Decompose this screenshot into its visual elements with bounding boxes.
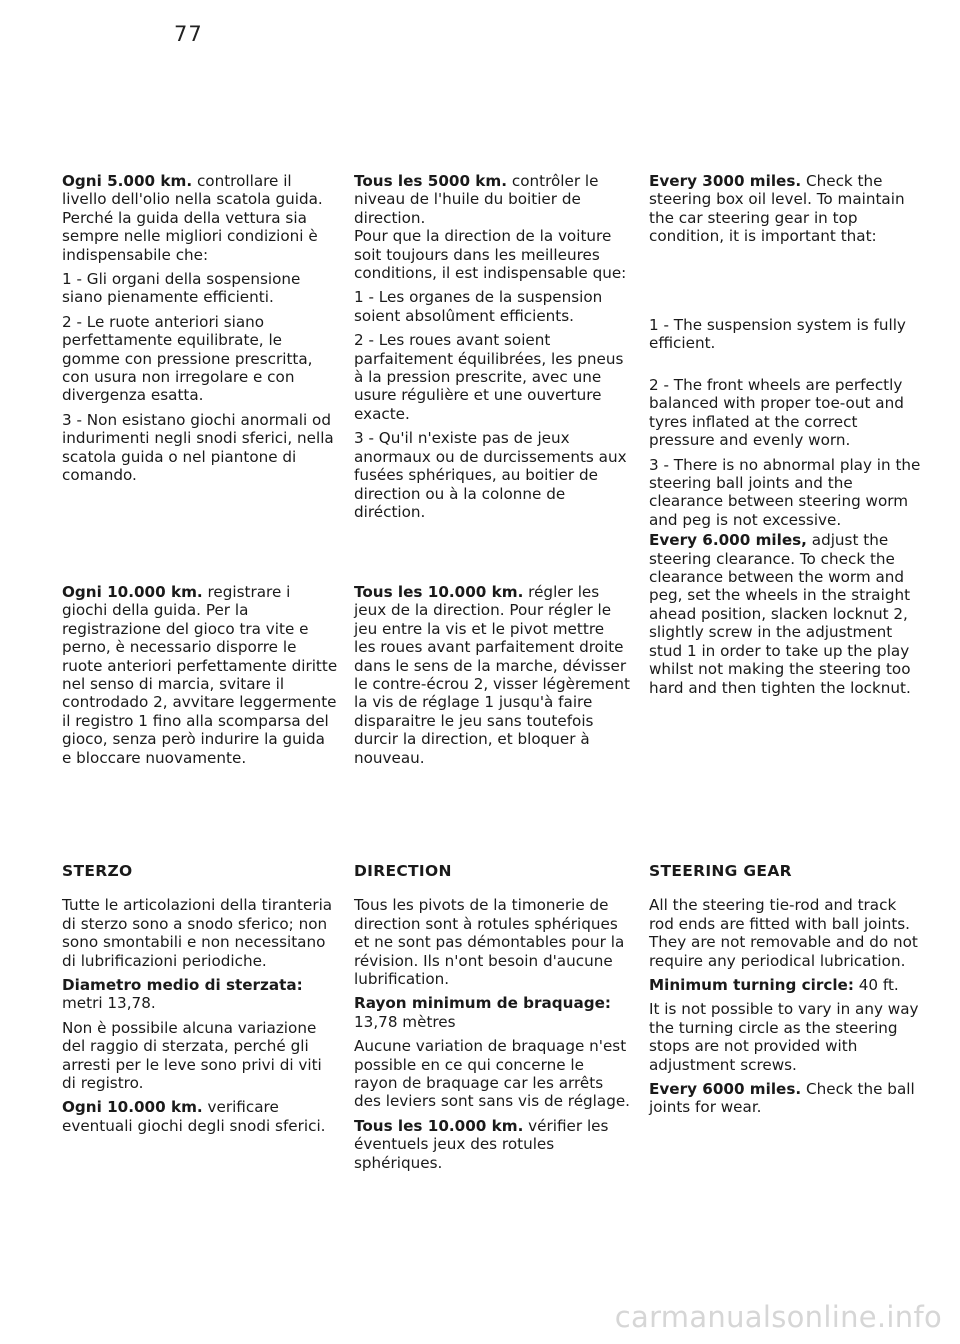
turning-note: Aucune variation de braquage n'est possible en ce qui concerne le rayon de braquage car les arrêts des leviers sont sans vis de réglage. bbox=[354, 1037, 631, 1111]
steering-section bbox=[62, 862, 338, 1135]
requirements-block bbox=[649, 316, 925, 353]
intro-paragraph: Pour que la direction de la voiture soit toujours dans les meilleures conditions, il est indispensable que: bbox=[354, 227, 627, 283]
turning-paragraph: Rayon minimum de braquage: 13,78 mètres bbox=[354, 994, 611, 1031]
list-item-3: 3 - Non esistano giochi anormali od indurimenti negli snodi sferici, nella scatola guida o nel piantone di comando. bbox=[62, 410, 334, 485]
joints-paragraph: Ogni 10.000 km. verificare eventuali giochi degli snodi sferici. bbox=[62, 1098, 326, 1135]
interval-label: Ogni 5.000 km. bbox=[62, 172, 193, 190]
joints-paragraph: Every 6000 miles. Check the ball joints for wear. bbox=[649, 1080, 915, 1117]
turning-label: Rayon minimum de braquage: bbox=[354, 994, 611, 1013]
turning-label: Minimum turning circle: bbox=[649, 976, 854, 995]
interval-label: Ogni 10.000 km. bbox=[62, 1098, 203, 1117]
list-item-1: 1 - Les organes de la suspension soient absolûment efficients. bbox=[354, 288, 603, 325]
turning-label: Diametro medio di sterzata: bbox=[62, 976, 303, 995]
requirements-block-continued bbox=[649, 376, 925, 697]
maintenance-block bbox=[62, 172, 338, 485]
adjust-paragraph: Ogni 10.000 km. registrare i giochi della guida. Per la registrazione del gioco tra vite e perno, è necessario disporre le ruote anteriori perfettamente diritte nel senso di marcia, svitare il controdado 2, avvitare leggermente il registro 1 fino alla scomparsa del gioco, senza però indurire la guida e bloccare nuovamente. bbox=[62, 583, 338, 767]
list-item-2: 2 - Le ruote anteriori siano perfettamente equilibrate, le gomme con pressione prescritta, con usura non irregolare e con divergenza esatta. bbox=[62, 312, 313, 405]
interval-label: Ogni 10.000 km. bbox=[62, 583, 203, 601]
turning-note: Non è possibile alcuna variazione del raggio di sterzata, perché gli arresti per le leve sono privi di viti di registro. bbox=[62, 1018, 322, 1093]
turning-paragraph: Minimum turning circle: 40 ft. bbox=[649, 976, 899, 995]
intro-paragraph: Perché la guida della vettura sia sempre nelle migliori condizioni è indispensabile che: bbox=[62, 208, 318, 264]
list-item-3: 3 - There is no abnormal play in the steering ball joints and the clearance between steering worm and peg is not excessive. bbox=[649, 455, 921, 529]
adjust-block bbox=[354, 583, 630, 767]
interval-label: Every 6000 miles. bbox=[649, 1080, 802, 1099]
list-item-1: 1 - Gli organi della sospensione siano pienamente efficienti. bbox=[62, 270, 301, 307]
section-text: Tutte le articolazioni della tiranteria di sterzo sono a snodo sferico; non sono smontabili e non necessitano di lubrificazioni periodiche. bbox=[62, 896, 333, 970]
watermark-text: carmanualsonline.info bbox=[614, 1300, 942, 1334]
oil-check-paragraph: Tous les 5000 km. contrôler le niveau de l'huile du boitier de direction. bbox=[354, 172, 599, 227]
section-text: Tous les pivots de la timonerie de direction sont à rotules sphériques et ne sont pas démontables pour la révision. Ils n'ont besoin d'aucune lubrification. bbox=[354, 896, 625, 989]
list-item-2: 2 - The front wheels are perfectly balanced with proper toe-out and tyres inflated at the correct pressure and evenly worn. bbox=[649, 376, 904, 450]
interval-label: Tous les 5000 km. bbox=[354, 172, 508, 190]
joints-paragraph: Tous les 10.000 km. vérifier les éventuels jeux des rotules sphériques. bbox=[354, 1116, 609, 1172]
maintenance-block bbox=[649, 172, 925, 246]
interval-label: Tous les 10.000 km. bbox=[354, 1116, 524, 1135]
interval-label: Tous les 10.000 km. bbox=[354, 583, 524, 601]
list-item-3: 3 - Qu'il n'existe pas de jeux anormaux ou de durcissements aux fusées sphériques, au boitier de direction ou à la colonne de diréction. bbox=[354, 429, 627, 521]
adjust-paragraph: Tous les 10.000 km. régler les jeux de la direction. Pour régler le jeu entre la vis et le pivot mettre les roues avant parfaitement droite dans le sens de la marche, dévisser le contre-écrou 2, visser légèrement la vis de réglage 1 jusqu'à faire disparaitre le jeu sans toutefois durcir la direction, et bloquer à nouveau. bbox=[354, 583, 630, 767]
list-item-2: 2 - Les roues avant soient parfaitement équilibrées, les pneus à la pression prescrite, avec une usure régulière et une ouverture exacte. bbox=[354, 331, 624, 423]
steering-section bbox=[354, 862, 630, 1172]
list-item-1: 1 - The suspension system is fully efficient. bbox=[649, 316, 906, 353]
maintenance-block bbox=[354, 172, 630, 521]
page-number: 77 bbox=[174, 22, 203, 46]
oil-check-paragraph: Every 3000 miles. Check the steering box oil level. To maintain the car steering gear in top condition, it is important that: bbox=[649, 172, 905, 246]
section-heading: STEERING GEAR bbox=[649, 862, 792, 880]
steering-section bbox=[649, 862, 925, 1117]
adjust-block bbox=[62, 583, 338, 767]
section-heading: DIRECTION bbox=[354, 862, 452, 880]
interval-label: Every 6.000 miles, bbox=[649, 531, 807, 550]
interval-label: Every 3000 miles. bbox=[649, 172, 802, 190]
oil-check-paragraph: Ogni 5.000 km. controllare il livello dell'olio nella scatola guida. bbox=[62, 172, 323, 209]
turning-paragraph: Diametro medio di sterzata: metri 13,78. bbox=[62, 976, 303, 1013]
section-text: All the steering tie-rod and track rod ends are fitted with ball joints. They are not removable and do not require any periodical lubrication. bbox=[649, 896, 918, 970]
turning-note: It is not possible to vary in any way the turning circle as the steering stops are not provided with adjustment screws. bbox=[649, 1000, 919, 1074]
section-heading: STERZO bbox=[62, 862, 133, 880]
adjust-paragraph: Every 6.000 miles, adjust the steering clearance. To check the clearance between the worm and peg, set the wheels in the straight ahead position, slacken locknut 2, slightly screw in the adjustment stud 1 in order to take up the play whilst not making the steering too hard and then tighten the locknut. bbox=[649, 531, 911, 697]
